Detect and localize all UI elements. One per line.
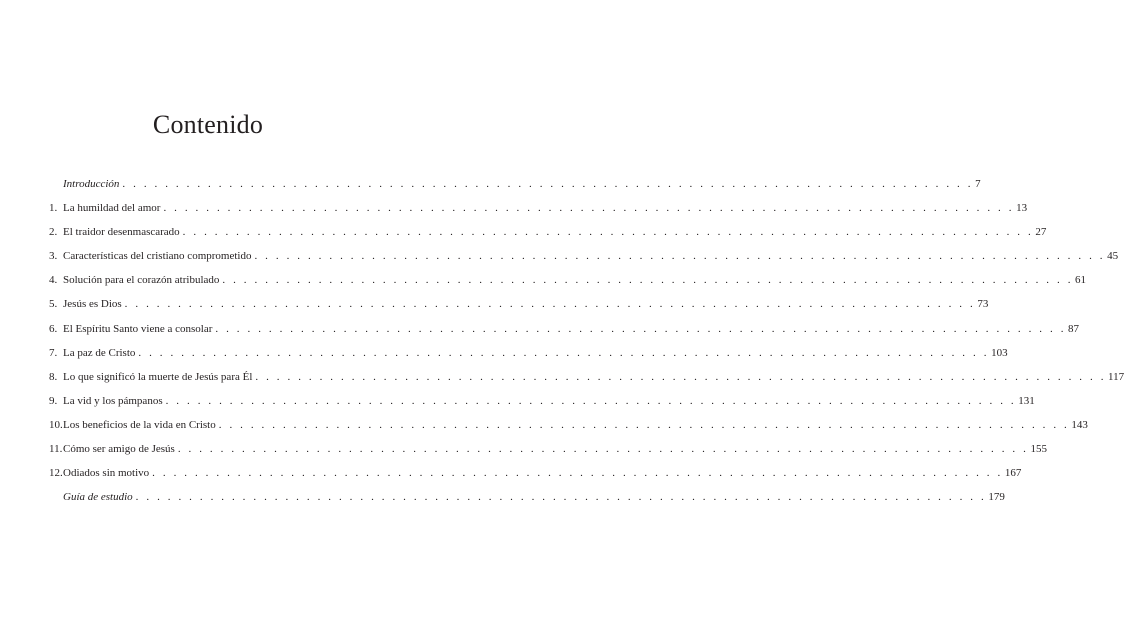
toc-entry-page: 13: [1016, 202, 1028, 215]
toc-entry-number: 5.: [49, 298, 58, 311]
toc-entry: [49, 317, 1080, 341]
dot-leader: . . . . . . . . . . . . . . . . . . . . . . . . . . . . . . . . . . . . . . . . . . . . . . . . . . . . . . . . . . . . . . . . . . . . . . . . . . . . . . . .: [124, 298, 976, 311]
toc-entry-title: Cómo ser amigo de Jesús: [63, 443, 175, 456]
dot-leader: . . . . . . . . . . . . . . . . . . . . . . . . . . . . . . . . . . . . . . . . . . . . . . . . . . . . . . . . . . . . . . . . . . . . . . . . . . . . . . . .: [135, 491, 987, 504]
dot-leader: . . . . . . . . . . . . . . . . . . . . . . . . . . . . . . . . . . . . . . . . . . . . . . . . . . . . . . . . . . . . . . . . . . . . . . . . . . . . . . . .: [182, 226, 1034, 239]
toc-entry-page: 103: [991, 346, 1008, 359]
toc-entry: [49, 220, 1047, 244]
toc-entry-title: Los beneficios de la vida en Cristo: [63, 418, 216, 431]
toc-entry-number: 6.: [49, 322, 58, 335]
toc-entry-title: El traidor desenmascarado: [63, 226, 180, 239]
dot-leader: . . . . . . . . . . . . . . . . . . . . . . . . . . . . . . . . . . . . . . . . . . . . . . . . . . . . . . . . . . . . . . . . . . . . . . . . . . . . . . . .: [152, 467, 1003, 480]
toc-entry-number: 9.: [49, 394, 58, 407]
toc-entry-page: 45: [1107, 250, 1119, 263]
toc-entry-number: 7.: [49, 346, 58, 359]
dot-leader: . . . . . . . . . . . . . . . . . . . . . . . . . . . . . . . . . . . . . . . . . . . . . . . . . . . . . . . . . . . . . . . . . . . . . . . . . . . . . . . .: [222, 274, 1074, 287]
toc-entry-number: 1.: [49, 202, 58, 215]
toc-entry-page: 143: [1071, 418, 1088, 431]
toc-entry: [49, 292, 989, 316]
toc-entry-title: La vid y los pámpanos: [63, 394, 163, 407]
toc-entry-title: La humildad del amor: [63, 202, 161, 215]
toc-entry-title: El Espíritu Santo viene a consolar: [63, 322, 213, 335]
toc-entry-number: 2.: [49, 226, 58, 239]
toc-entry-number: 11.: [49, 443, 63, 456]
toc-entry-page: 61: [1075, 274, 1087, 287]
toc-entry: [49, 389, 1035, 413]
toc-entry-number: 3.: [49, 250, 58, 263]
toc-entry-title: Introducción: [63, 178, 120, 190]
toc-entry: [49, 461, 1022, 485]
toc-entry-number: 12.: [49, 467, 63, 480]
dot-leader: . . . . . . . . . . . . . . . . . . . . . . . . . . . . . . . . . . . . . . . . . . . . . . . . . . . . . . . . . . . . . . . . . . . . . . . . . . . . . . . .: [122, 178, 974, 190]
toc-entry: [49, 268, 1087, 292]
page-title: Contenido: [152, 110, 264, 139]
toc-entry-number: 8.: [49, 370, 58, 383]
dot-leader: . . . . . . . . . . . . . . . . . . . . . . . . . . . . . . . . . . . . . . . . . . . . . . . . . . . . . . . . . . . . . . . . . . . . . . . . . . . . . . . .: [215, 322, 1067, 335]
table-of-contents: [49, 172, 1124, 509]
toc-entry: [49, 341, 1008, 365]
toc-entry-page: 117: [1108, 370, 1124, 383]
toc-entry: [49, 196, 1028, 220]
toc-entry: [49, 485, 1005, 509]
toc-entry-number: 4.: [49, 274, 58, 287]
dot-leader: . . . . . . . . . . . . . . . . . . . . . . . . . . . . . . . . . . . . . . . . . . . . . . . . . . . . . . . . . . . . . . . . . . . . . . . . . . . . . . . .: [255, 370, 1107, 383]
toc-entry: [49, 437, 1047, 461]
dot-leader: . . . . . . . . . . . . . . . . . . . . . . . . . . . . . . . . . . . . . . . . . . . . . . . . . . . . . . . . . . . . . . . . . . . . . . . . . . . . . . . .: [177, 443, 1029, 456]
dot-leader: . . . . . . . . . . . . . . . . . . . . . . . . . . . . . . . . . . . . . . . . . . . . . . . . . . . . . . . . . . . . . . . . . . . . . . . . . . . . . . . .: [138, 346, 990, 359]
toc-entry-page: 87: [1068, 322, 1080, 335]
toc-entry: [49, 365, 1124, 389]
toc-entry-page: 73: [977, 298, 989, 311]
dot-leader: . . . . . . . . . . . . . . . . . . . . . . . . . . . . . . . . . . . . . . . . . . . . . . . . . . . . . . . . . . . . . . . . . . . . . . . . . . . . . . . .: [254, 250, 1106, 263]
toc-entry: [49, 172, 981, 196]
toc-entry-page: 167: [1004, 467, 1022, 480]
toc-entry: [49, 244, 1119, 268]
toc-entry-title: Lo que significó la muerte de Jesús para Él: [63, 370, 253, 383]
toc-entry-title: Características del cristiano comprometido: [63, 250, 252, 263]
toc-entry-page: 131: [1018, 394, 1035, 407]
toc-entry-page: 27: [1035, 226, 1047, 239]
dot-leader: . . . . . . . . . . . . . . . . . . . . . . . . . . . . . . . . . . . . . . . . . . . . . . . . . . . . . . . . . . . . . . . . . . . . . . . . . . . . . . . .: [218, 418, 1070, 431]
toc-entry-title: La paz de Cristo: [63, 346, 136, 359]
dot-leader: . . . . . . . . . . . . . . . . . . . . . . . . . . . . . . . . . . . . . . . . . . . . . . . . . . . . . . . . . . . . . . . . . . . . . . . . . . . . . . . .: [163, 202, 1015, 215]
toc-entry-title: Solución para el corazón atribulado: [63, 274, 220, 287]
toc-entry-number: 10.: [49, 418, 63, 431]
toc-entry-title: Odiados sin motivo: [63, 467, 150, 480]
toc-entry-page: 179: [988, 491, 1005, 504]
toc-entry: [49, 413, 1088, 437]
toc-entry-title: Guía de estudio: [63, 491, 133, 504]
toc-entry-page: 7: [975, 178, 981, 190]
dot-leader: . . . . . . . . . . . . . . . . . . . . . . . . . . . . . . . . . . . . . . . . . . . . . . . . . . . . . . . . . . . . . . . . . . . . . . . . . . . . . . . .: [165, 394, 1017, 407]
toc-entry-title: Jesús es Dios: [63, 298, 122, 311]
toc-entry-page: 155: [1030, 443, 1047, 456]
